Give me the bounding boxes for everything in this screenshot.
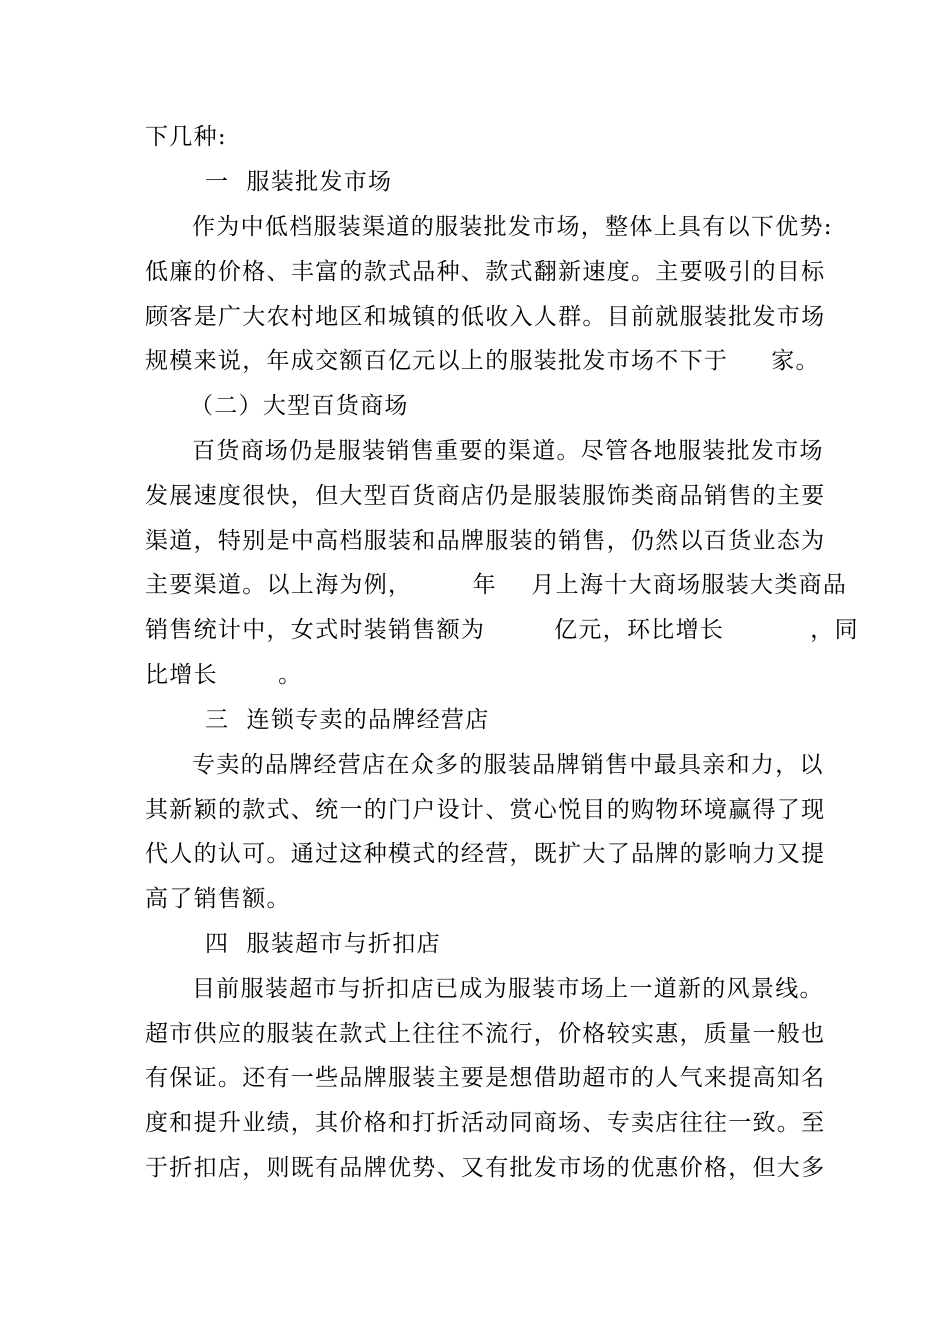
section-heading-chain-store: 三 连锁专卖的品牌经营店 (205, 707, 490, 733)
paragraph-line: 销售统计中，女式时装销售额为 亿元，环比增长 ，同 (145, 617, 859, 643)
section-heading-wholesale: 一 服装批发市场 (205, 169, 393, 195)
paragraph-line: 度和提升业绩，其价格和打折活动同商场、专卖店往往一致。至 (145, 1110, 826, 1136)
paragraph-line: 作为中低档服装渠道的服装批发市场，整体上具有以下优势: (192, 214, 833, 240)
paragraph-line: 百货商场仍是服装销售重要的渠道。尽管各地服装批发市场 (192, 438, 824, 464)
section-heading-department-store: （二）大型百货商场 (190, 393, 409, 419)
intro-tail-text: 下几种: (145, 124, 227, 150)
paragraph-line: 比增长 。 (145, 662, 303, 688)
paragraph-line: 主要渠道。以上海为例， 年 月上海十大商场服装大类商品 (145, 572, 848, 598)
paragraph-line: 渠道，特别是中高档服装和品牌服装的销售，仍然以百货业态为 (145, 528, 826, 554)
paragraph-line: 有保证。还有一些品牌服装主要是想借助超市的人气来提高知名 (145, 1065, 826, 1091)
paragraph-line: 顾客是广大农村地区和城镇的低收入人群。目前就服装批发市场 (145, 304, 826, 330)
paragraph-line: 发展速度很快，但大型百货商店仍是服装服饰类商品销售的主要 (145, 483, 826, 509)
section-heading-supermarket: 四 服装超市与折扣店 (205, 931, 441, 957)
paragraph-line: 规模来说，年成交额百亿元以上的服装批发市场不下于 家。 (145, 348, 820, 374)
paragraph-line: 其新颖的款式、统一的门户设计、赏心悦目的购物环境赢得了现 (145, 797, 826, 823)
paragraph-line: 于折扣店，则既有品牌优势、又有批发市场的优惠价格，但大多 (145, 1155, 826, 1181)
paragraph-line: 专卖的品牌经营店在众多的服装品牌销售中最具亲和力，以 (192, 752, 824, 778)
paragraph-line: 代人的认可。通过这种模式的经营，既扩大了品牌的影响力又提 (145, 841, 826, 867)
paragraph-line: 高了销售额。 (145, 886, 291, 912)
paragraph-line: 目前服装超市与折扣店已成为服装市场上一道新的风景线。 (192, 976, 824, 1002)
paragraph-line: 超市供应的服装在款式上往往不流行，价格较实惠，质量一般也 (145, 1021, 826, 1047)
paragraph-line: 低廉的价格、丰富的款式品种、款式翻新速度。主要吸引的目标 (145, 259, 826, 285)
